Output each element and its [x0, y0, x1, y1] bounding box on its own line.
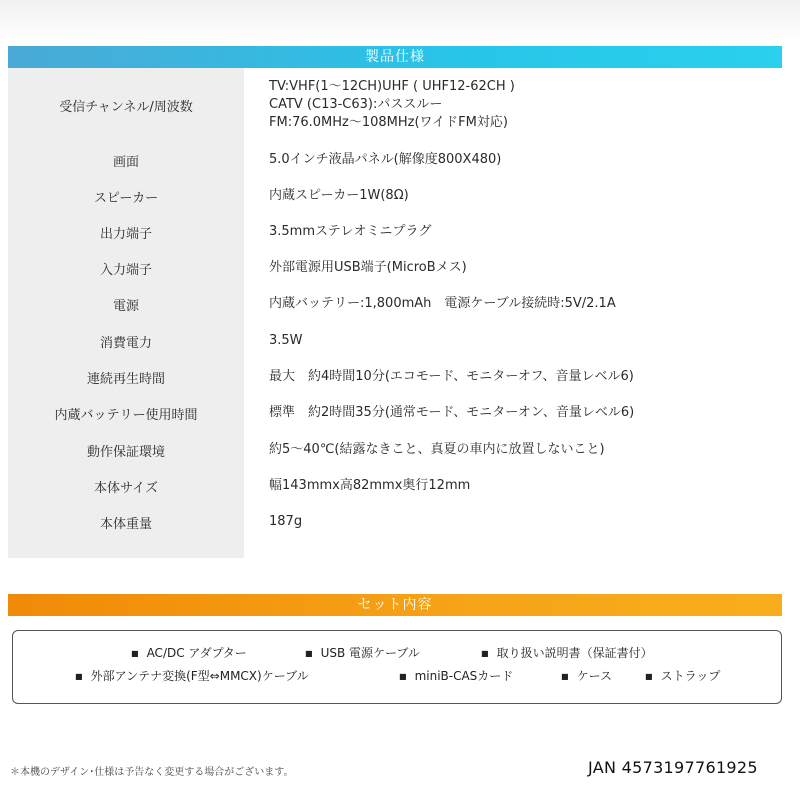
set-item [481, 644, 653, 661]
bullet-icon: ■ [399, 672, 407, 681]
spec-table [8, 68, 782, 558]
spec-value-line: 幅143mmx高82mmx奥行12mm [269, 478, 471, 493]
set-item [131, 644, 247, 661]
set-item-label: USB 電源ケーブル [320, 646, 420, 660]
spec-label: 連続再生時間 [86, 372, 165, 387]
set-item [75, 667, 309, 684]
set-item [399, 667, 513, 684]
spec-label: 電源 [112, 299, 139, 314]
spec-label: 受信チャンネル/周波数 [59, 100, 193, 115]
spec-label: 本体重量 [99, 517, 152, 532]
spec-label: 画面 [112, 155, 139, 170]
footnote: ＊本機のデザイン･仕様は予告なく変更する場合がございます。 [10, 767, 294, 778]
jan-code: JAN 4573197761925 [588, 758, 758, 777]
spec-value [269, 151, 769, 169]
spec-label: 出力端子 [99, 227, 152, 242]
bullet-icon: ■ [75, 672, 83, 681]
spec-value [269, 223, 769, 241]
spec-section-title: 製品仕様 [365, 49, 425, 65]
spec-label: 消費電力 [99, 336, 152, 351]
bullet-icon: ■ [481, 649, 489, 658]
bullet-icon: ■ [305, 649, 313, 658]
spec-value [269, 332, 769, 350]
spec-value-line: 5.0インチ液晶パネル(解像度800X480) [269, 152, 502, 167]
spec-value-line: 3.5W [269, 333, 303, 348]
set-item [645, 667, 720, 684]
set-item-label: 外部アンテナ変換(F型⇔MMCX)ケーブル [90, 669, 309, 683]
spec-value-line: CATV (C13-C63):パススルー [269, 97, 443, 112]
set-item [561, 667, 612, 684]
set-item [305, 644, 420, 661]
spec-value [269, 295, 769, 313]
spec-value-line: 標準 約2時間35分(通常モード、モニターオン、音量レベル6) [269, 405, 635, 420]
spec-section-header [8, 46, 782, 68]
set-item-label: ケース [576, 669, 612, 683]
top-fade [0, 0, 800, 40]
set-section-header [8, 594, 782, 616]
set-section-title: セット内容 [357, 597, 433, 613]
set-item-label: 取り扱い説明書（保証書付） [496, 646, 653, 660]
spec-value [269, 404, 769, 422]
spec-value [269, 78, 769, 132]
spec-value-line: 3.5mmステレオミニプラグ [269, 224, 432, 239]
bullet-icon: ■ [131, 649, 139, 658]
bullet-icon: ■ [561, 672, 569, 681]
set-item-label: miniB-CASカード [414, 669, 514, 683]
bullet-icon: ■ [645, 672, 653, 681]
spec-value-line: FM:76.0MHz〜108MHz(ワイドFM対応) [269, 115, 508, 130]
spec-value [269, 441, 769, 459]
spec-value-line: TV:VHF(1〜12CH)UHF ( UHF12-62CH ) [269, 79, 515, 94]
spec-label: スピーカー [93, 191, 159, 206]
spec-value-line: 187g [269, 514, 303, 529]
spec-label: 動作保証環境 [86, 445, 165, 460]
spec-value [269, 259, 769, 277]
spec-label: 内蔵バッテリー使用時間 [54, 408, 198, 423]
spec-value [269, 513, 769, 531]
spec-value-line: 最大 約4時間10分(エコモード、モニターオフ、音量レベル6) [269, 369, 634, 384]
spec-value [269, 187, 769, 205]
spec-label: 本体サイズ [94, 481, 158, 496]
spec-value-line: 内蔵スピーカー1W(8Ω) [269, 188, 409, 203]
set-item-label: ストラップ [660, 669, 721, 683]
set-contents-box [12, 630, 782, 704]
spec-value [269, 477, 769, 495]
set-item-label: AC/DC アダプター [146, 646, 247, 660]
spec-value-line: 内蔵バッテリー:1,800mAh 電源ケーブル接続時:5V/2.1A [269, 296, 616, 311]
spec-label: 入力端子 [99, 263, 152, 278]
spec-value [269, 368, 769, 386]
spec-value-line: 約5〜40℃(結露なきこと、真夏の車内に放置しないこと) [269, 442, 605, 457]
spec-value-line: 外部電源用USB端子(MicroBメス) [269, 260, 467, 275]
